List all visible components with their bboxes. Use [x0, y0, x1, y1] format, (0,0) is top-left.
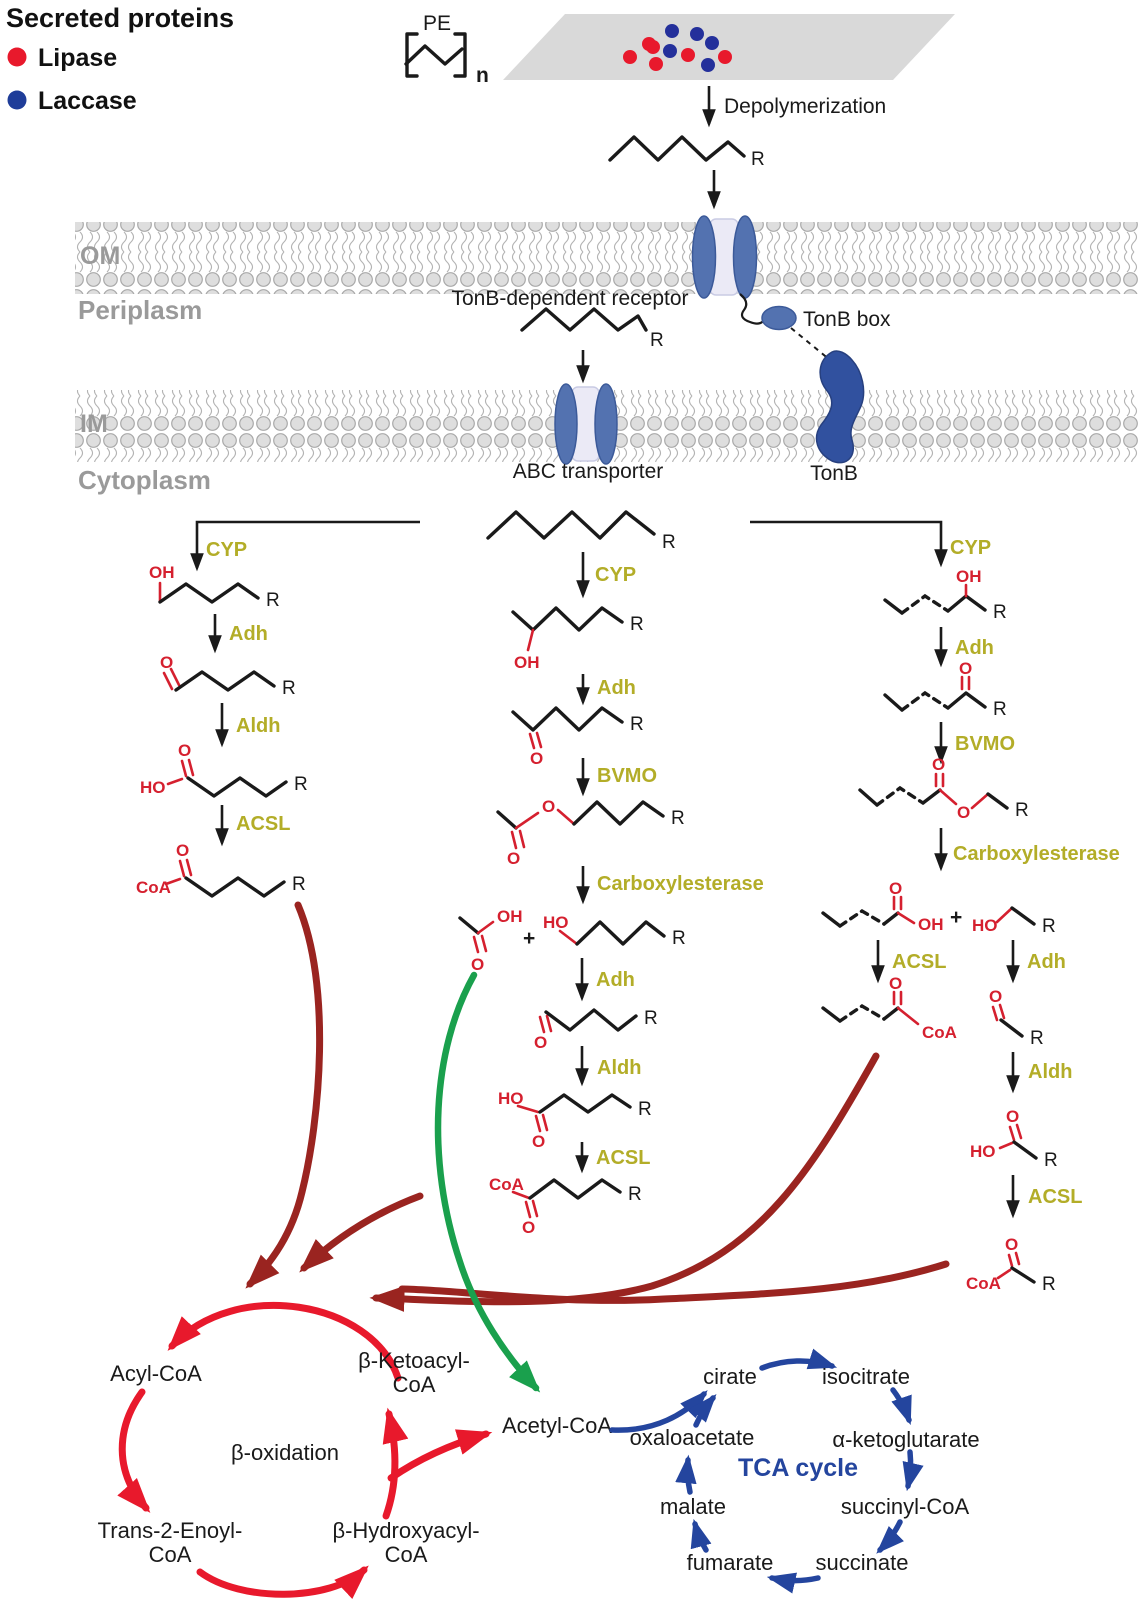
svg-text:Aldh: Aldh: [236, 715, 281, 737]
svg-text:R: R: [294, 774, 308, 795]
svg-text:HO: HO: [498, 1089, 524, 1108]
molecule-inchain-acid: [823, 879, 944, 934]
svg-text:R: R: [638, 1099, 652, 1120]
molecule-aldehyde-mid: [534, 1008, 658, 1052]
molecule-aldehyde: [160, 653, 296, 699]
svg-text:R: R: [993, 699, 1007, 720]
svg-text:CoA: CoA: [136, 878, 171, 897]
cytoplasm-label: Cytoplasm: [78, 465, 211, 495]
svg-text:R: R: [628, 1184, 642, 1205]
svg-text:O: O: [178, 741, 192, 760]
svg-text:Carboxylesterase: Carboxylesterase: [953, 843, 1120, 865]
svg-text:R: R: [266, 590, 280, 611]
svg-text:R: R: [993, 602, 1007, 623]
r-group-label: R: [751, 149, 765, 170]
fumarate-label: fumarate: [686, 1550, 774, 1575]
svg-text:R: R: [1030, 1028, 1044, 1049]
arc-malate-oxaloacetate: [688, 1460, 690, 1492]
om-label: OM: [80, 242, 121, 270]
succinate-label: succinate: [815, 1550, 909, 1575]
molecule-r-aldehyde: [989, 987, 1044, 1049]
svg-text:O: O: [932, 755, 946, 774]
svg-text:R: R: [630, 714, 644, 735]
svg-text:Adh: Adh: [597, 677, 636, 699]
molecule-carboxylic-acid: [140, 741, 308, 797]
svg-text:OH: OH: [956, 567, 982, 586]
svg-text:O: O: [471, 955, 485, 974]
periplasm-label: Periplasm: [78, 295, 203, 325]
molecule-alkane-extracellular: [610, 137, 765, 170]
svg-text:R: R: [1042, 1274, 1056, 1295]
svg-text:O: O: [957, 803, 971, 822]
legend: [6, 3, 234, 115]
svg-text:ACSL: ACSL: [596, 1147, 651, 1169]
r-group-label: R: [650, 330, 664, 351]
malate-label: malate: [659, 1494, 727, 1519]
molecule-chain-coa: [823, 974, 957, 1042]
molecule-r-acyl-coa: [966, 1235, 1056, 1295]
tca-cycle: [612, 1361, 980, 1581]
enzyme-cyp-middle: CYP: [595, 564, 637, 586]
molecule-inchain-ketone: [885, 659, 1007, 720]
svg-text:BVMO: BVMO: [597, 765, 657, 787]
svg-text:O: O: [176, 841, 190, 860]
receptor-label: TonB-dependent receptor: [451, 287, 689, 310]
svg-text:O: O: [542, 797, 556, 816]
pe-sheet: [503, 14, 955, 80]
svg-text:Adh: Adh: [1027, 951, 1066, 973]
arc-isocitrate-akg: [893, 1390, 909, 1420]
svg-text:Adh: Adh: [229, 623, 268, 645]
svg-text:R: R: [671, 808, 685, 829]
arc-succinate-fumarate: [772, 1578, 818, 1581]
isocitrate-label: isocitrate: [821, 1364, 911, 1389]
svg-text:O: O: [889, 879, 903, 898]
tca-cycle-title: TCA cycle: [738, 1454, 858, 1482]
enoyl-label-1: Trans-2-Enoyl-: [97, 1518, 243, 1543]
arc-to-acetylcoa: [391, 1434, 486, 1478]
acetyl-coa-label: Acetyl-CoA: [501, 1413, 613, 1438]
svg-text:ACSL: ACSL: [1028, 1186, 1083, 1208]
svg-text:Adh: Adh: [596, 969, 635, 991]
pathway-subterminal-oxidation-right: [823, 567, 1120, 1295]
im-label: IM: [80, 410, 108, 438]
molecule-terminal-alcohol: [149, 563, 280, 611]
funnel-arrow-right-lower: [402, 1264, 946, 1300]
pathway-terminal-oxidation: [136, 563, 308, 897]
molecule-acetic-acid: [460, 907, 523, 974]
svg-text:R: R: [644, 1008, 658, 1029]
molecule-acyl-coa-mid: [489, 1175, 642, 1237]
svg-text:R: R: [672, 928, 686, 949]
plus-sign: +: [523, 927, 536, 950]
akg-label: α-ketoglutarate: [832, 1427, 980, 1452]
molecule-alkane-periplasm: [522, 309, 664, 351]
tonb-box-label: TonB box: [803, 308, 891, 331]
tonb-dependent-receptor: [693, 216, 757, 298]
svg-text:R: R: [1015, 800, 1029, 821]
ketoacyl-label-2: CoA: [392, 1372, 436, 1397]
svg-text:O: O: [160, 653, 174, 672]
svg-text:OH: OH: [149, 563, 175, 582]
molecule-acyl-coa-thioester: [136, 841, 306, 897]
arc-succinylcoa-succinate: [880, 1522, 900, 1550]
svg-text:R: R: [292, 874, 306, 895]
svg-text:BVMO: BVMO: [955, 733, 1015, 755]
molecule-secondary-alcohol: [513, 608, 644, 672]
enoyl-label-2: CoA: [148, 1542, 192, 1567]
molecule-primary-alcohol: [543, 913, 686, 949]
enzyme-cyp-right: CYP: [950, 537, 992, 559]
arc-hydroxyacyl-to-ketoacyl: [386, 1414, 395, 1516]
svg-text:HO: HO: [140, 778, 166, 797]
abc-transporter-label: ABC transporter: [512, 460, 664, 483]
svg-text:O: O: [889, 974, 903, 993]
molecule-inchain-ester: [860, 755, 1029, 822]
svg-text:O: O: [1005, 1235, 1019, 1254]
funnel-arrow-middle: [304, 1196, 420, 1268]
laccase-dot-icon: [8, 91, 27, 110]
legend-lipase-label: Lipase: [38, 44, 118, 72]
oxaloacetate-label: oxaloacetate: [629, 1425, 755, 1450]
svg-text:Aldh: Aldh: [597, 1057, 642, 1079]
succinylcoa-label: succinyl-CoA: [840, 1494, 970, 1519]
svg-text:R: R: [282, 678, 296, 699]
hydroxyacyl-label-2: CoA: [384, 1542, 428, 1567]
svg-text:R: R: [1042, 916, 1056, 937]
svg-text:O: O: [522, 1218, 536, 1237]
arc-acyl-to-enoyl: [122, 1392, 146, 1508]
tonb-box: [740, 294, 891, 360]
svg-text:O: O: [530, 749, 544, 768]
svg-text:R: R: [1044, 1150, 1058, 1171]
svg-text:O: O: [532, 1132, 546, 1151]
funnel-arrow-left: [250, 905, 320, 1284]
svg-text:HO: HO: [970, 1142, 996, 1161]
arc-fumarate-malate: [695, 1524, 706, 1550]
svg-text:CoA: CoA: [922, 1023, 957, 1042]
legend-title: Secreted proteins: [6, 3, 235, 33]
enzyme-cyp-left: CYP: [206, 539, 248, 561]
molecule-ketone: [513, 708, 644, 768]
svg-text:Adh: Adh: [955, 637, 994, 659]
lipase-dot-icon: [8, 48, 27, 67]
plus-sign: +: [950, 906, 963, 929]
molecule-acetate-ester: [498, 797, 685, 868]
svg-text:HO: HO: [972, 916, 998, 935]
depolymerization-label: Depolymerization: [724, 95, 887, 118]
svg-text:HO: HO: [543, 913, 569, 932]
molecule-alkane-cytoplasm: [488, 512, 676, 553]
molecule-subterminal-alcohol: [885, 567, 1007, 623]
svg-text:OH: OH: [497, 907, 523, 926]
hydroxyacyl-label-1: β-Hydroxyacyl-: [332, 1518, 480, 1543]
svg-text:R: R: [630, 614, 644, 635]
beta-oxidation-title: β-oxidation: [230, 1440, 340, 1465]
svg-text:Carboxylesterase: Carboxylesterase: [597, 873, 764, 895]
svg-text:ACSL: ACSL: [236, 813, 291, 835]
pe-subscript-n: n: [476, 64, 489, 87]
svg-text:CoA: CoA: [966, 1274, 1001, 1293]
molecule-acid-mid: [498, 1089, 652, 1151]
svg-text:CoA: CoA: [489, 1175, 524, 1194]
tonb-label: TonB: [810, 462, 858, 485]
arc-akg-succinylcoa: [908, 1452, 911, 1486]
depolymerization-step: [610, 86, 886, 206]
molecule-terminal-alcohol-r: [972, 908, 1056, 937]
pe-label: PE: [422, 12, 452, 35]
beta-oxidation-cycle: [98, 1305, 486, 1594]
ketoacyl-label-1: β-Ketoacyl-: [358, 1348, 470, 1373]
citrate-label: cirate: [703, 1364, 757, 1389]
svg-text:O: O: [1006, 1107, 1020, 1126]
svg-text:OH: OH: [918, 915, 944, 934]
svg-text:ACSL: ACSL: [892, 951, 947, 973]
abc-transporter: [555, 384, 617, 464]
arc-enoyl-to-hydroxyacyl: [200, 1570, 364, 1594]
svg-text:O: O: [507, 849, 521, 868]
pathway-subterminal-oxidation-middle: [460, 608, 764, 1237]
svg-text:Aldh: Aldh: [1028, 1061, 1073, 1083]
pe-polymer-structure: [406, 12, 489, 87]
funnel-arrow-right-upper: [376, 1056, 876, 1302]
outer-membrane: [75, 222, 1138, 294]
tonb-interaction-dashed-line: [791, 328, 830, 360]
svg-text:OH: OH: [514, 653, 540, 672]
svg-text:O: O: [959, 659, 973, 678]
branch-arrow-right: [750, 522, 941, 564]
acyl-coa-label: Acyl-CoA: [110, 1361, 202, 1386]
pe-surface: [503, 14, 955, 80]
legend-laccase-label: Laccase: [38, 87, 137, 115]
svg-text:O: O: [989, 987, 1003, 1006]
r-group-label: R: [662, 532, 676, 553]
molecule-r-acid: [970, 1107, 1058, 1171]
svg-text:O: O: [534, 1033, 548, 1052]
